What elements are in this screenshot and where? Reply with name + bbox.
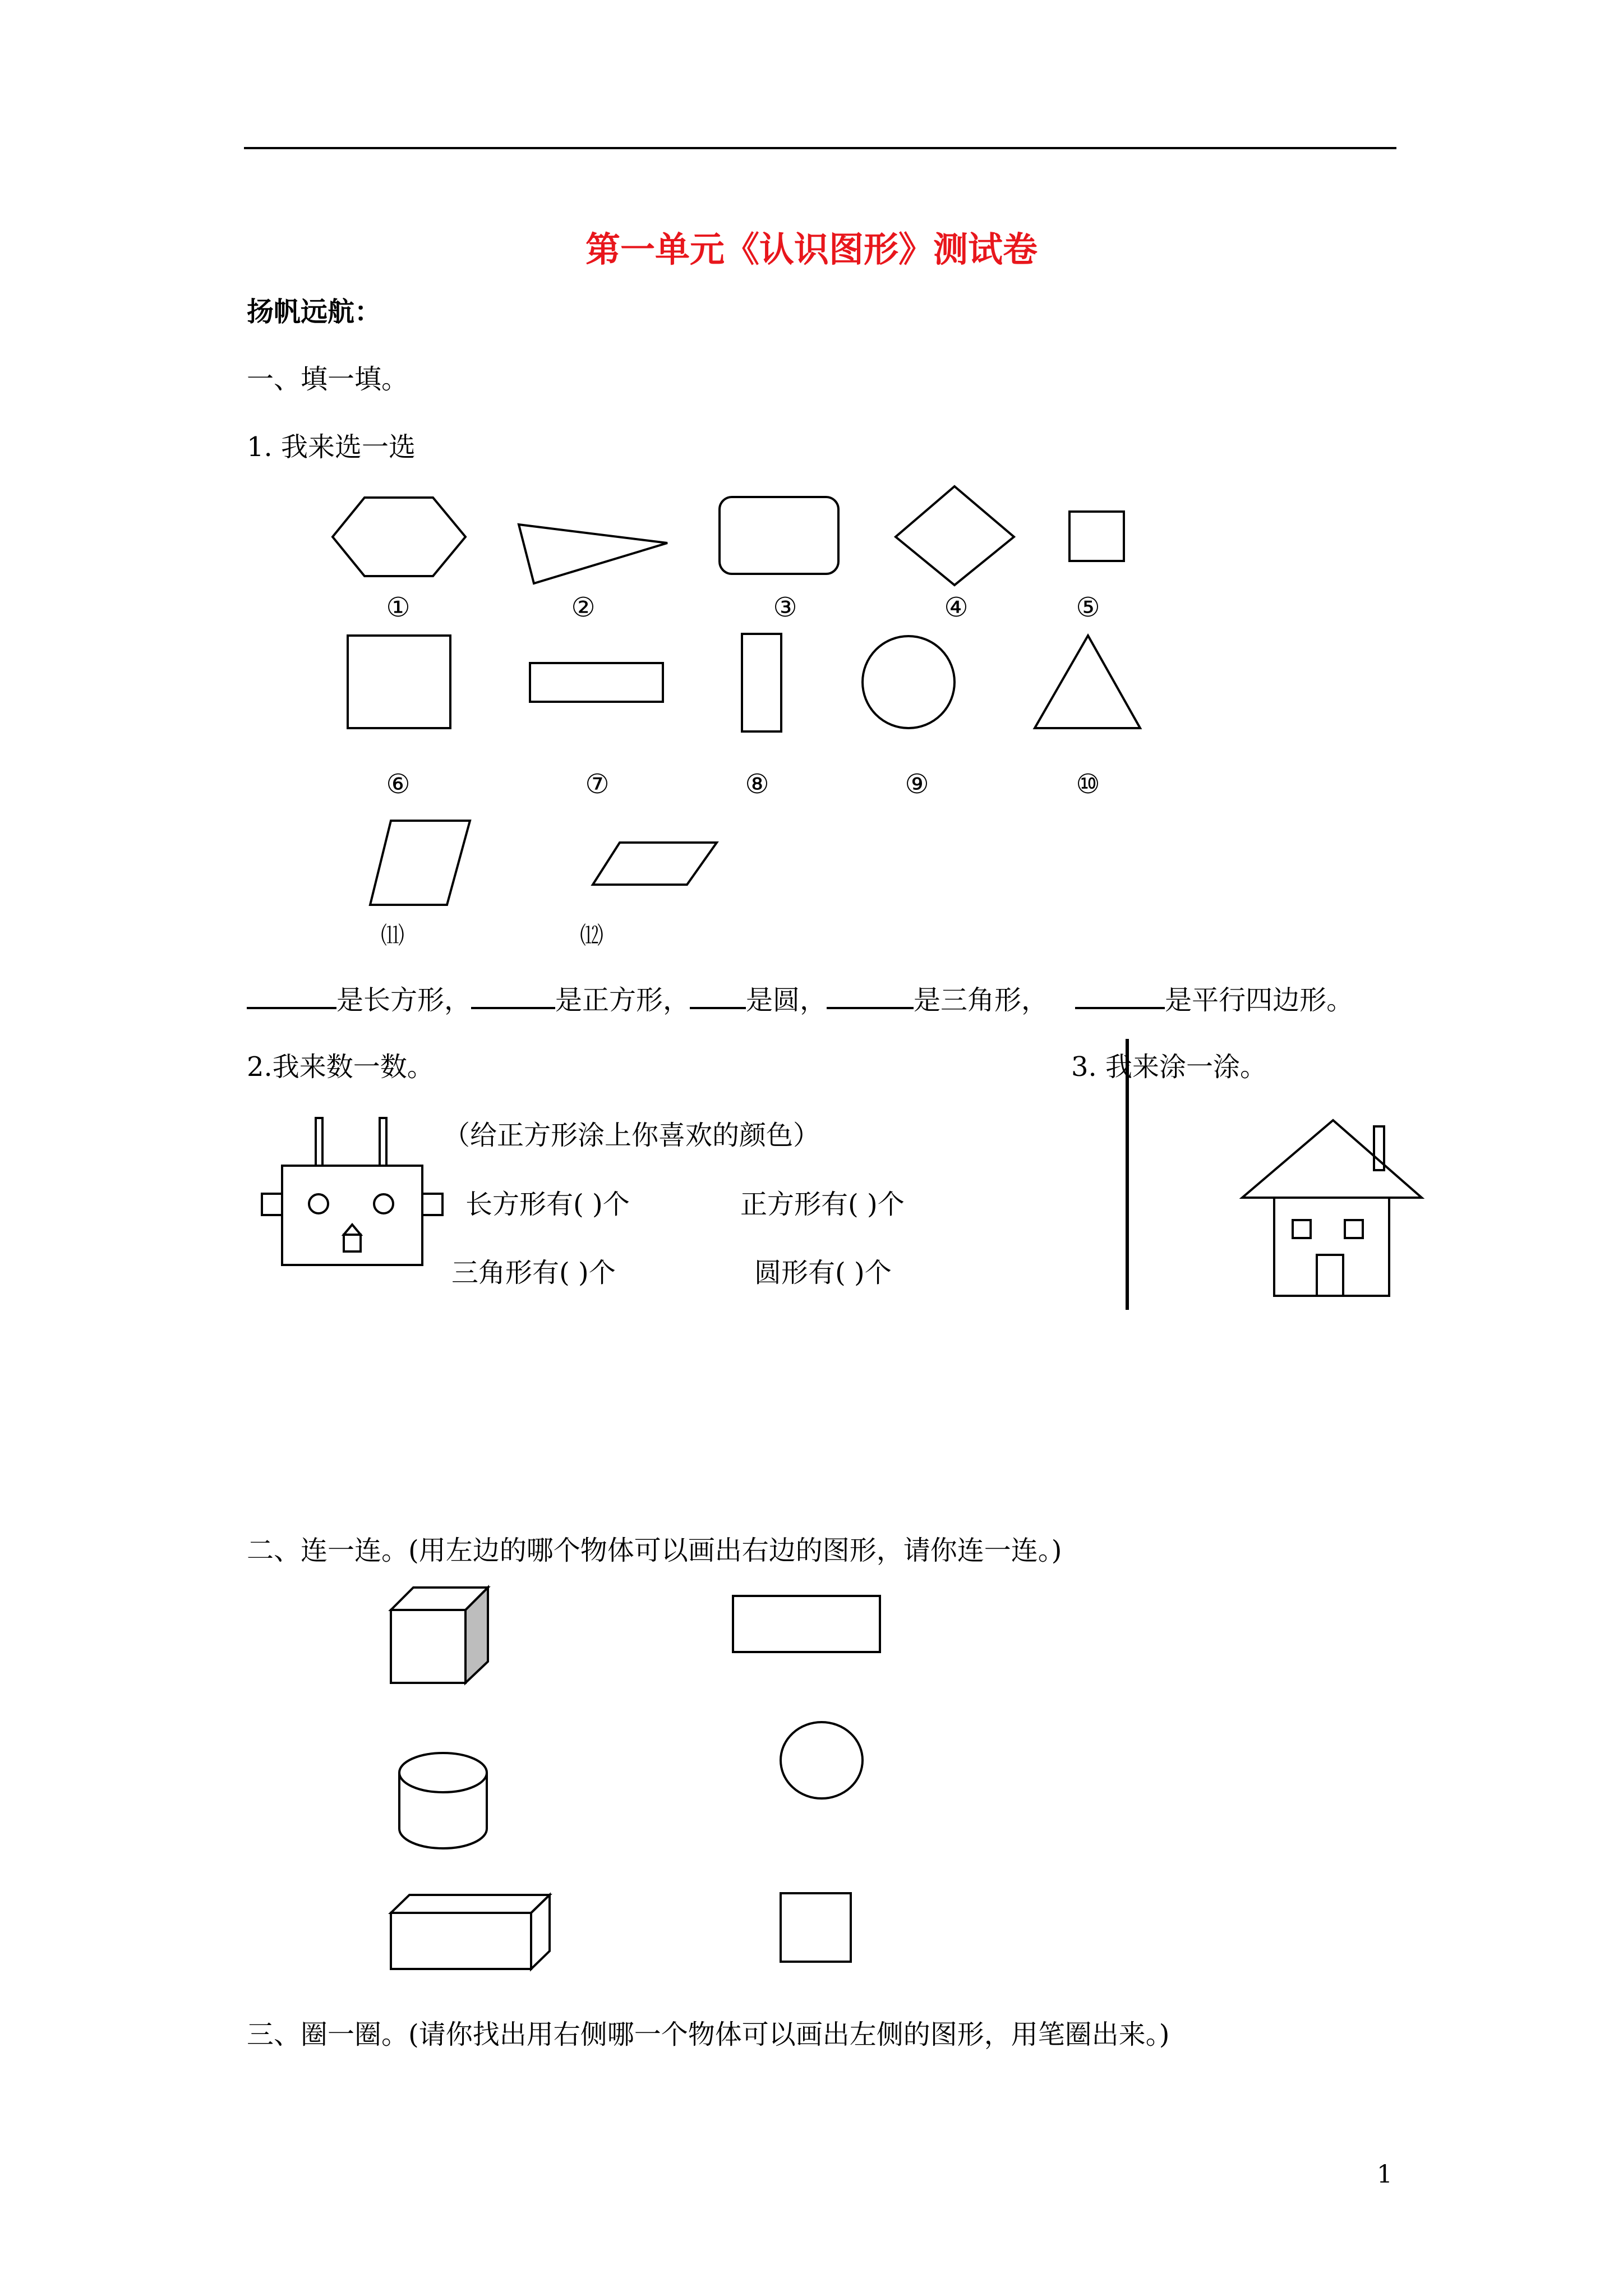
section2-title: 二、连一连。(用左边的哪个物体可以画出右边的图形，请你连一连。) (247, 1535, 1062, 1566)
cylinder-object (399, 1753, 487, 1848)
page-title: 第一单元《认识图形》测试卷 (585, 229, 1038, 270)
q2-circle-count: 圆形有( )个 (754, 1257, 892, 1289)
label-6: ⑥ (386, 769, 411, 800)
label-8: ⑧ (745, 769, 769, 800)
q1-title: 1. 我来选一选 (247, 431, 416, 463)
house-window-left (1293, 1220, 1311, 1238)
cube-object (391, 1588, 488, 1683)
robot-nose-triangle (344, 1225, 361, 1235)
shape-12-parallelogram (593, 843, 717, 885)
robot-ear-right (422, 1194, 442, 1215)
robot-mouth-square (344, 1235, 361, 1251)
label-4: ④ (944, 592, 969, 623)
robot-antenna-left (316, 1118, 322, 1166)
label-2: ② (571, 592, 596, 623)
cube-side-face (465, 1588, 488, 1683)
q2-triangle-count: 三角形有( )个 (451, 1257, 616, 1289)
shape-11-parallelogram (370, 821, 470, 905)
house-wall (1274, 1198, 1389, 1296)
q2-instruction: （给正方形涂上你喜欢的颜色） (443, 1120, 820, 1151)
house-roof (1242, 1120, 1422, 1198)
shape-10-triangle (1035, 636, 1140, 728)
q3-title: 3. 我来涂一涂。 (1071, 1051, 1267, 1083)
shape-7-rectangle (530, 663, 663, 702)
blank-parallelogram[interactable] (1075, 984, 1165, 1009)
label-1: ① (386, 592, 411, 623)
q2-title: 2.我来数一数。 (247, 1051, 434, 1083)
robot-antenna-right (380, 1118, 386, 1166)
target-circle (781, 1722, 863, 1798)
shape-2-triangle (519, 524, 667, 583)
shape-6-square (348, 636, 450, 728)
label-3: ③ (773, 592, 797, 623)
label-10: ⑩ (1076, 769, 1100, 800)
robot-ear-left (262, 1194, 282, 1215)
shape-1-hexagon (333, 498, 465, 576)
house-window-right (1345, 1220, 1363, 1238)
q1-sentence: 是长方形， 是正方形， 是圆， 是三角形， 是平行四边形。 (247, 984, 1353, 1014)
heading: 扬帆远航： (247, 296, 382, 328)
label-9: ⑨ (905, 769, 929, 800)
blank-rectangle[interactable] (247, 984, 336, 1009)
shape-4-diamond (896, 486, 1014, 585)
page-number: 1 (1377, 2160, 1393, 2189)
label-11: ⑾ (380, 922, 404, 949)
blank-square[interactable] (471, 984, 555, 1009)
cuboid-object (391, 1895, 550, 1969)
robot-body (282, 1166, 422, 1265)
shape-3-rounded-rect (720, 497, 838, 574)
house-figure (1242, 1120, 1422, 1296)
q2-rectangle-count: 长方形有( )个 (465, 1189, 630, 1220)
house-door (1317, 1255, 1343, 1296)
shape-5-small-square (1069, 512, 1124, 561)
label-12: ⑿ (579, 922, 603, 949)
label-7: ⑦ (585, 769, 610, 800)
blank-triangle[interactable] (827, 984, 914, 1009)
section1-title: 一、填一填。 (247, 364, 409, 395)
robot-eye-left (309, 1194, 328, 1213)
shape-9-circle (863, 636, 955, 728)
section3-title: 三、圈一圈。(请你找出用右侧哪一个物体可以画出左侧的图形，用笔圈出来。) (247, 2019, 1170, 2050)
q2-square-count: 正方形有( )个 (740, 1189, 905, 1220)
target-rectangle (733, 1596, 880, 1652)
blank-circle[interactable] (690, 984, 746, 1009)
robot-figure (262, 1118, 442, 1265)
label-5: ⑤ (1076, 592, 1100, 623)
shape-8-tall-rectangle (742, 634, 781, 731)
robot-eye-right (374, 1194, 393, 1213)
target-square (781, 1893, 851, 1962)
